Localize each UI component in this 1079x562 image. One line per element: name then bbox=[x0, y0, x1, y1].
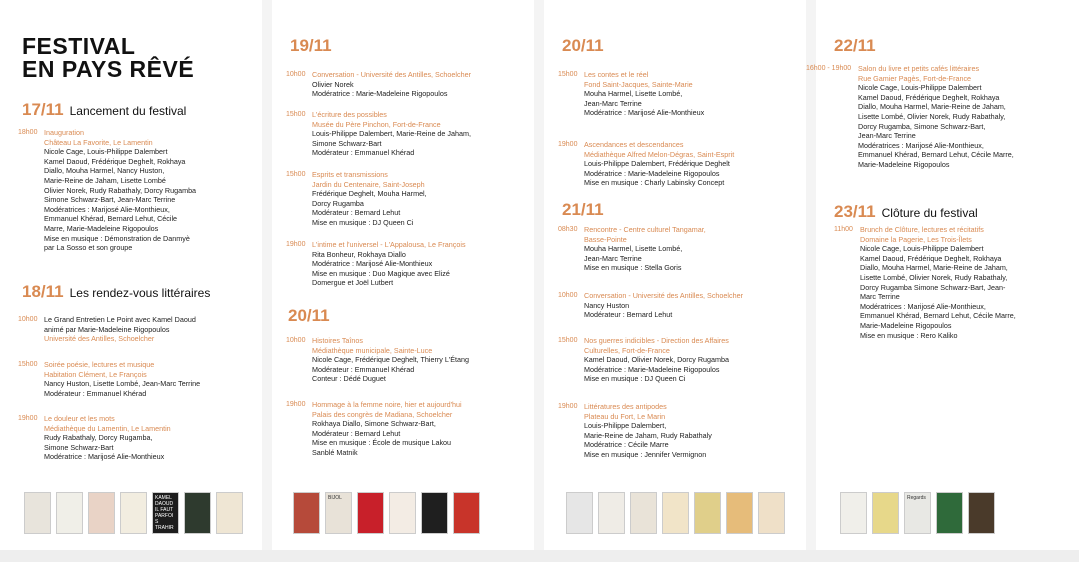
event-text-line: Marie-Reine de Jaham, Rudy Rabathaly bbox=[584, 430, 712, 440]
event-venue-line: Salon du livre et petits cafés littéraires bbox=[858, 64, 980, 73]
event-venue-line: Littératures des antipodes bbox=[584, 402, 667, 411]
event-text-line: Modératrices : Marijosé Alie-Monthieux, bbox=[44, 204, 170, 214]
event-text-line: Mise en musique : École de musique Lakou bbox=[312, 438, 452, 448]
event-text-line: Dorcy Rugamba Simone Schwarz-Bart, Jean- bbox=[860, 282, 1006, 292]
book-cover-title: BIJOL bbox=[328, 495, 342, 501]
event-venue-line: Brunch de Clôture, lectures et récitatifs bbox=[860, 225, 984, 234]
event-text-line: Modératrice : Cécile Marre bbox=[584, 440, 669, 450]
event-text-line: Kamel Daoud, Olivier Norek, Dorcy Rugamba bbox=[584, 355, 730, 365]
event-text-line: Louis-Philippe Dalembert, bbox=[584, 421, 667, 431]
book-cover bbox=[389, 492, 416, 534]
event bbox=[286, 400, 462, 458]
event-time: 10h00 bbox=[286, 337, 306, 344]
event-text-line: Mise en musique : Rero Kaliko bbox=[860, 330, 958, 340]
event-venue-line: Les contes et le réel bbox=[584, 70, 649, 79]
book-cover bbox=[694, 492, 721, 534]
event-venue-line: Histoires Taînos bbox=[312, 336, 363, 345]
event-text-line: Kamel Daoud, Frédérique Deghelt, Rokhaya bbox=[858, 92, 1000, 102]
day-heading bbox=[834, 202, 978, 222]
event-text-line: Jean-Marc Terrine bbox=[858, 131, 916, 141]
book-cover bbox=[936, 492, 963, 534]
event bbox=[834, 225, 1016, 340]
event-time: 15h00 bbox=[286, 111, 306, 118]
book-cover bbox=[872, 492, 899, 534]
event-text-line: Louis-Philippe Dalembert, Marie-Reine de Jaham, bbox=[312, 129, 471, 139]
event bbox=[286, 170, 427, 228]
event-venue-line: Médiathèque Alfred Melon-Dégras, Saint-Esprit bbox=[584, 149, 735, 159]
event-text-line: Emmanuel Khérad, Bernard Lehut, Cécile Marre, bbox=[860, 311, 1016, 321]
event-time: 19h00 bbox=[558, 403, 578, 410]
event bbox=[286, 336, 469, 384]
book-cover bbox=[453, 492, 480, 534]
event-text-line: Nicole Cage, Louis-Philippe Dalembert bbox=[44, 147, 168, 157]
event-text-line: Dorcy Rugamba, Simone Schwarz-Bart, bbox=[858, 121, 986, 131]
event-venue-line: Esprits et transmissions bbox=[312, 170, 388, 179]
event-text-line: Mise en musique : DJ Queen Ci bbox=[584, 374, 686, 384]
festival-title bbox=[22, 35, 194, 81]
book-cover bbox=[726, 492, 753, 534]
event-time: 15h00 bbox=[18, 361, 38, 368]
event bbox=[558, 225, 706, 273]
event-text-line: Rita Bonheur, Rokhaya Diallo bbox=[312, 249, 406, 259]
event bbox=[18, 315, 196, 344]
event-text-line: Modératrice : Marie-Madeleine Rigopoulos bbox=[584, 364, 720, 374]
book-cover bbox=[904, 492, 931, 534]
event-text-line: Olivier Norek, Rudy Rabathaly, Dorcy Rugamba bbox=[44, 185, 197, 195]
event-text-line: Modérateur : Bernard Lehut bbox=[312, 208, 401, 218]
event-text-line: Mise en musique : Stella Goris bbox=[584, 263, 682, 273]
event-venue-line: Château La Favorite, Le Lamentin bbox=[44, 137, 153, 147]
event bbox=[18, 128, 196, 253]
event bbox=[286, 70, 471, 99]
day-heading bbox=[562, 36, 604, 56]
day-heading bbox=[834, 36, 876, 56]
book-cover bbox=[840, 492, 867, 534]
event-text-line: Nicole Cage, Louis-Philippe Dalembert bbox=[858, 83, 982, 93]
event-text-line: Simone Schwarz-Bart bbox=[44, 442, 114, 452]
event-text-line: Mise en musique : Charly Labinsky Concept bbox=[584, 178, 725, 188]
book-cover bbox=[421, 492, 448, 534]
day-heading bbox=[562, 200, 604, 220]
event-text-line: Modératrice : Marie-Madeleine Rigopoulos bbox=[312, 89, 448, 99]
event-text-line: Nicole Cage, Louis-Philippe Dalembert bbox=[860, 244, 984, 254]
event-venue-line: Conversation - Université des Antilles, Schoelcher bbox=[312, 70, 471, 79]
day-date: 19/11 bbox=[290, 36, 332, 55]
event-time: 10h00 bbox=[18, 316, 38, 323]
event-venue-line: Le douleur et les mots bbox=[44, 414, 115, 423]
book-cover bbox=[598, 492, 625, 534]
event-text-line: Marre, Marie-Madeleine Rigopoulos bbox=[44, 223, 159, 233]
event bbox=[558, 336, 729, 384]
event-time: 16h00 - 19h00 bbox=[806, 65, 852, 72]
event-venue-line: L'intime et l'universel - L'Appalousa, Le François bbox=[312, 240, 466, 249]
event-text-line: Emmanuel Khérad, Bernard Lehut, Cécile Marre, bbox=[858, 150, 1014, 160]
event-text-line: Sanblé Matnik bbox=[312, 447, 358, 457]
day-heading bbox=[22, 100, 186, 120]
event-text-line: Dorcy Rugamba bbox=[312, 198, 364, 208]
event-text-line: Modérateur : Emmanuel Khérad bbox=[312, 148, 415, 158]
event bbox=[286, 110, 471, 158]
event-text-line: Le Grand Entretien Le Point avec Kamel Daoud bbox=[44, 315, 196, 324]
event-text-line: Jean-Marc Terrine bbox=[584, 98, 642, 108]
event-text-line: Olivier Norek bbox=[312, 79, 354, 89]
book-cover bbox=[184, 492, 211, 534]
day-date: 22/11 bbox=[834, 36, 876, 55]
event-text-line: Nancy Huston bbox=[584, 300, 630, 310]
book-cover bbox=[120, 492, 147, 534]
event-time: 15h00 bbox=[558, 337, 578, 344]
day-date: 23/11 bbox=[834, 202, 876, 221]
event-text-line: Conteur : Dédé Duguet bbox=[312, 374, 386, 384]
event-text-line: Modérateur : Bernard Lehut bbox=[584, 310, 673, 320]
event-text-line: Mouha Harmel, Lisette Lombé, bbox=[584, 244, 683, 254]
event-venue-line: Ascendances et descendances bbox=[584, 140, 684, 149]
event-text-line: Diallo, Mouha Harmel, Nancy Huston, bbox=[44, 166, 165, 176]
event-venue-line: Médiathèque municipale, Sainte-Luce bbox=[312, 345, 433, 355]
event-time: 19h00 bbox=[286, 241, 306, 248]
day-title: Les rendez-vous littéraires bbox=[69, 286, 211, 300]
event-time: 08h30 bbox=[558, 226, 578, 233]
event-venue-line: Inauguration bbox=[44, 128, 84, 137]
book-cover bbox=[758, 492, 785, 534]
event-time: 19h00 bbox=[286, 401, 306, 408]
event-venue-line: Musée du Père Pinchon, Fort-de-France bbox=[312, 119, 441, 129]
event-text-line: Modératrice : Marijosé Alie-Monthieux bbox=[44, 452, 165, 462]
event bbox=[18, 360, 200, 398]
event-text-line: Lisette Lombé, Olivier Norek, Rudy Rabathaly, bbox=[858, 111, 1006, 121]
book-cover bbox=[566, 492, 593, 534]
event-text-line: Diallo, Mouha Harmel, Marie-Reine de Jaham, bbox=[860, 263, 1008, 273]
event bbox=[558, 402, 712, 460]
event-venue-line: Médiathèque du Lamentin, Le Lamentin bbox=[44, 423, 171, 433]
event bbox=[806, 64, 1014, 170]
day-title: Clôture du festival bbox=[881, 206, 978, 220]
day-date: 20/11 bbox=[562, 36, 604, 55]
event-text-line: Modératrice : Marijosé Alie-Monthieux bbox=[584, 108, 705, 118]
event-text-line: Simone Schwarz-Bart, Jean-Marc Terrine bbox=[44, 195, 176, 205]
event-time: 15h00 bbox=[286, 171, 306, 178]
event-text-line: Jean-Marc Terrine bbox=[584, 253, 642, 263]
event-text-line: Rokhaya Diallo, Simone Schwarz-Bart, bbox=[312, 419, 436, 429]
day-heading bbox=[290, 36, 332, 56]
event-text-line: Modérateur : Emmanuel Khérad bbox=[312, 364, 415, 374]
event-text-line: Modératrice : Marie-Madeleine Rigopoulos bbox=[584, 168, 720, 178]
event-venue-line: L'écriture des possibles bbox=[312, 110, 387, 119]
bottom-strip bbox=[0, 550, 1079, 562]
book-cover-title: KAMEL DAOUD IL FAUT PARFOIS TRAHIR bbox=[155, 495, 174, 531]
event-venue-line: Rencontre - Centre culturel Tangamar, bbox=[584, 225, 706, 234]
event-text-line: Mouha Harmel, Lisette Lombé, bbox=[584, 89, 683, 99]
day-title: Lancement du festival bbox=[69, 104, 187, 118]
event-time: 18h00 bbox=[18, 129, 38, 136]
event-text-line: Lisette Lombé, Olivier Norek, Rudy Rabathaly, bbox=[860, 272, 1008, 282]
event-text-line: Modératrice : Marijosé Alie-Monthieux bbox=[312, 259, 433, 269]
event bbox=[558, 70, 704, 118]
book-cover bbox=[56, 492, 83, 534]
event-text-line: Rudy Rabathaly, Dorcy Rugamba, bbox=[44, 433, 153, 443]
event-text-line: Marc Terrine bbox=[860, 292, 900, 302]
event-text-line: Mise en musique : DJ Queen Ci bbox=[312, 217, 414, 227]
event-text-line: Modératrices : Marijosé Alie-Monthieux, bbox=[860, 301, 986, 311]
book-cover-title: Regards bbox=[907, 495, 926, 501]
event-venue-line: Soirée poésie, lectures et musique bbox=[44, 360, 155, 369]
book-cover bbox=[216, 492, 243, 534]
book-cover bbox=[152, 492, 179, 534]
event-text-line: Mise en musique : Démonstration de Danmyè bbox=[44, 233, 190, 243]
panel-1 bbox=[0, 0, 262, 550]
event-time: 10h00 bbox=[286, 71, 306, 78]
event-text-line: Mise en musique : Jennifer Vermignon bbox=[584, 449, 707, 459]
day-heading bbox=[22, 282, 210, 302]
event-text-line: Kamel Daoud, Frédérique Deghelt, Rokhaya bbox=[860, 253, 1002, 263]
day-date: 18/11 bbox=[22, 282, 64, 301]
day-date: 21/11 bbox=[562, 200, 604, 219]
festival-title-line2: EN PAYS RÊVÉ bbox=[22, 56, 195, 82]
event-time: 19h00 bbox=[18, 415, 38, 422]
event-text-line: Marie-Madeleine Rigopoulos bbox=[858, 159, 950, 169]
event-venue-line: Rue Gamier Pagès, Fort-de-France bbox=[858, 73, 972, 83]
event-venue-line: Nos guerres indicibles - Direction des Affaires bbox=[584, 336, 729, 345]
event-time: 11h00 bbox=[834, 226, 853, 233]
event-time: 19h00 bbox=[558, 141, 578, 148]
event-venue-line: Basse-Pointe bbox=[584, 234, 627, 244]
event-time: 10h00 bbox=[558, 292, 578, 299]
event-venue-line: Palais des congrès de Madiana, Schoelcher bbox=[312, 409, 453, 419]
event-text-line: Kamel Daoud, Frédérique Deghelt, Rokhaya bbox=[44, 156, 186, 166]
event-text-line: Frédérique Deghelt, Mouha Harmel, bbox=[312, 189, 427, 199]
festival-title-line1: FESTIVAL bbox=[22, 33, 136, 59]
day-date: 20/11 bbox=[288, 306, 330, 325]
event-time: 15h00 bbox=[558, 71, 578, 78]
event-text-line: animé par Marie-Madeleine Rigopoulos bbox=[44, 324, 170, 334]
event-text-line: Modérateur : Emmanuel Khérad bbox=[44, 388, 147, 398]
event-venue-line: Culturelles, Fort-de-France bbox=[584, 345, 670, 355]
book-cover bbox=[293, 492, 320, 534]
book-cover bbox=[630, 492, 657, 534]
event-text-line: Nancy Huston, Lisette Lombé, Jean-Marc Terrine bbox=[44, 379, 201, 389]
book-cover bbox=[325, 492, 352, 534]
event-text-line: Nicole Cage, Frédérique Deghelt, Thierry L'Étang bbox=[312, 355, 470, 365]
book-cover bbox=[88, 492, 115, 534]
event-text-line: par La Sosso et son groupe bbox=[44, 243, 133, 253]
event-venue-line: Hommage à la femme noire, hier et aujourd'hui bbox=[312, 400, 462, 409]
event-venue-line: Plateau du Fort, Le Marin bbox=[584, 411, 666, 421]
event-venue-line: Fond Saint-Jacques, Sainte-Marie bbox=[584, 79, 693, 89]
event-text-line: Marie-Reine de Jaham, Lisette Lombé bbox=[44, 175, 166, 185]
event-venue-line: Domaine la Pagerie, Les Trois-Îlets bbox=[860, 234, 972, 244]
event-venue-line: Université des Antilles, Schoelcher bbox=[44, 334, 155, 344]
event bbox=[558, 140, 734, 188]
book-cover bbox=[968, 492, 995, 534]
book-cover bbox=[24, 492, 51, 534]
event-text-line: Domergue et Joël Lutbert bbox=[312, 278, 394, 288]
event-venue-line: Jardin du Centenaire, Saint-Joseph bbox=[312, 179, 425, 189]
event-text-line: Louis-Philippe Dalembert, Frédérique Deghelt bbox=[584, 159, 730, 169]
event bbox=[286, 240, 466, 288]
event-text-line: Diallo, Mouha Harmel, Marie-Reine de Jaham, bbox=[858, 102, 1006, 112]
event-text-line: Mise en musique : Duo Magique avec Elizé bbox=[312, 268, 450, 278]
event-text-line: Modérateur : Bernard Lehut bbox=[312, 428, 401, 438]
day-date: 17/11 bbox=[22, 100, 64, 119]
book-cover bbox=[357, 492, 384, 534]
event-text-line: Simone Schwarz-Bart bbox=[312, 138, 382, 148]
book-cover bbox=[662, 492, 689, 534]
event-venue-line: Habitation Clément, Le François bbox=[44, 369, 147, 379]
event-text-line: Marie-Madeleine Rigopoulos bbox=[860, 320, 952, 330]
event-text-line: Modératrices : Marijosé Alie-Monthieux, bbox=[858, 140, 984, 150]
event-text-line: Emmanuel Khérad, Bernard Lehut, Cécile bbox=[44, 214, 178, 224]
day-heading bbox=[288, 306, 330, 326]
event bbox=[18, 414, 171, 462]
event-venue-line: Conversation - Université des Antilles, Schoelcher bbox=[584, 291, 743, 300]
event bbox=[558, 291, 743, 320]
